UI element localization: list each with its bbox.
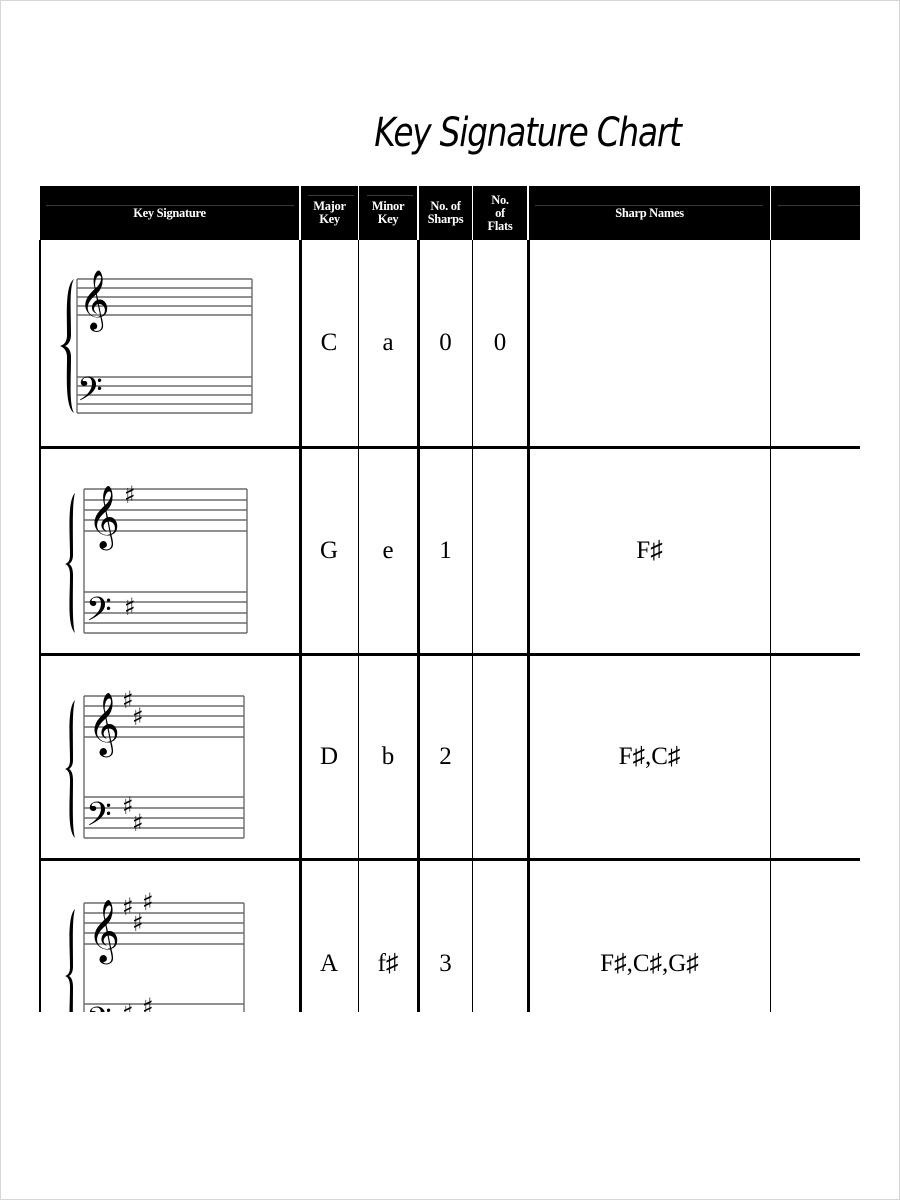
brace-icon: [65, 700, 75, 838]
brace-icon: [60, 279, 74, 413]
header-extra: [771, 186, 860, 240]
grand-staff-a-major: [62, 875, 262, 1021]
grand-staff-g-major: [62, 465, 262, 640]
num-sharps-cell: 2: [439, 743, 452, 770]
bass-clef-icon: [86, 1001, 112, 1012]
sharp-icon: ♯: [142, 993, 154, 1021]
bass-clef-icon: 𝄢: [77, 371, 103, 417]
header-num-sharps-label: No. of Sharps: [427, 199, 464, 226]
minor-key-cell: b: [381, 743, 395, 770]
num-flats-cell: 0: [493, 329, 507, 356]
sharp-icon: ♯: [132, 909, 144, 937]
num-sharps-cell: 0: [439, 329, 452, 356]
column-divider: [770, 240, 771, 1012]
sharp-names-cell: [529, 240, 770, 446]
treble-clef-icon: 𝄞: [79, 270, 110, 330]
sharp-icon: ♯: [132, 809, 144, 837]
treble-clef-icon: 𝄞: [88, 692, 120, 755]
minor-key-cell: f♯: [377, 950, 399, 977]
treble-clef-icon: 𝄞: [88, 899, 120, 962]
sharp-names-cell: F♯,C♯,G♯: [600, 950, 699, 977]
header-minor-key: [359, 186, 417, 240]
sharp-icon: ♯: [122, 893, 134, 921]
treble-clef-icon: 𝄞: [88, 485, 120, 548]
header-num-sharps: [419, 186, 472, 240]
num-sharps-cell: 3: [439, 950, 452, 977]
grand-staff-d-major: [62, 670, 262, 845]
grand-staff-c-major: [55, 255, 265, 430]
minor-key-cell: a: [382, 329, 394, 356]
num-flats-cell: [473, 656, 527, 858]
major-key-cell: G: [319, 537, 339, 564]
sharp-icon: [122, 999, 134, 1012]
num-flats-cell: [473, 861, 527, 1012]
minor-key-cell: e: [382, 537, 394, 564]
major-key-cell: D: [319, 743, 339, 770]
num-sharps-cell: 1: [439, 537, 452, 564]
sharp-names-cell: F♯,C♯: [618, 743, 681, 770]
sharp-icon: ♯: [124, 481, 136, 509]
header-sharp-names: Sharp Names: [615, 205, 684, 220]
sharp-icon: ♯: [142, 888, 154, 916]
header-major-key-label: Major Key: [313, 199, 346, 226]
page-title: Key Signature Chart: [374, 110, 681, 156]
header-num-flats: [473, 186, 527, 240]
sharp-names-cell: F♯: [636, 537, 663, 564]
sharp-icon: ♯: [122, 686, 134, 714]
header-major-key: [301, 186, 358, 240]
sharp-icon: ♯: [122, 792, 134, 820]
header-num-flats-label: No. of Flats: [487, 192, 513, 233]
major-key-cell: C: [320, 329, 338, 356]
bass-clef-icon: 𝄢: [86, 591, 112, 637]
major-key-cell: A: [319, 950, 339, 977]
sharp-icon: ♯: [132, 703, 144, 731]
brace-icon: [65, 909, 75, 1012]
header-minor-key-label: Minor Key: [371, 199, 405, 226]
num-flats-cell: [473, 449, 527, 653]
header-key-signature: Key Signature: [133, 205, 206, 220]
table-left-border: [39, 240, 41, 1012]
sharp-icon: ♯: [124, 593, 136, 621]
brace-icon: [65, 493, 75, 633]
bass-clef-icon: 𝄢: [86, 796, 112, 842]
